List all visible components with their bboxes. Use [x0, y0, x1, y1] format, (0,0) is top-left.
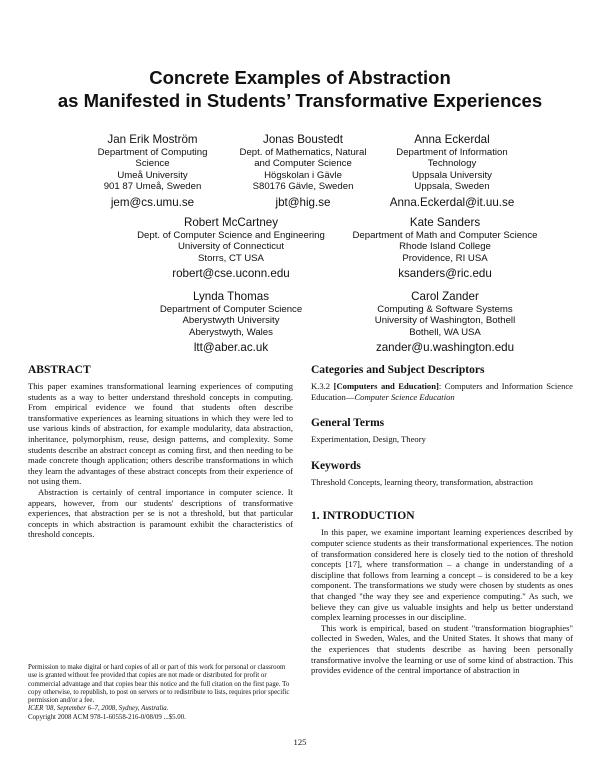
introduction-paragraph: In this paper, we examine important learning experiences described by computer science students as their transformational experiences. The notion of transformation considered here is closely tied to the notion of threshold concepts [17], where transformation – a change in understanding of a discipline that follows from learning a concept – is considered to be a key component. The transformations we study were chosen by students as ones that changed "the way they see and experience computing." As such, we believe they can give us valuable insights and help us better understand complex learning processes in our discipline. — [311, 527, 573, 623]
author-affiliation: Högskolan i Gävle — [264, 169, 342, 181]
author-affiliation: Department of Information — [396, 147, 508, 158]
categories-heading: Categories and Subject Descriptors — [311, 364, 485, 376]
author-name: Carol Zander — [411, 290, 479, 303]
title-line-1: Concrete Examples of Abstraction — [149, 67, 451, 88]
author-name: Robert McCartney — [183, 216, 279, 229]
author-block — [342, 290, 548, 355]
author-name: Jonas Boustedt — [263, 133, 343, 146]
author-email: zander@u.washington.edu — [375, 341, 515, 355]
introduction-paragraph: This work is empirical, based on student "transformation biographies" collected in Sweden, Wales, and the United States. It shows that many of the experiences that students describe as having been personally transformative involve the learning or use of some kind of abstraction. This provides evidence of the central importance of abstraction in — [311, 622, 573, 676]
author-block — [223, 133, 383, 210]
permission-text: Permission to make digital or hard copies of all or part of this work for personal or classroom use is granted without fee provided that copies are not made or distributed for profit or commercial advantage and that copies bear this notice and the full citation on the first page. To copy otherwise, to republish, to post on servers or to redistribute to lists, requires prior specific permission and/or a fee. — [28, 664, 290, 705]
author-affiliation: Computing & Software Systems — [377, 304, 513, 315]
author-block — [118, 216, 344, 281]
author-affiliation: Umeå University — [117, 169, 188, 181]
general-terms-heading: General Terms — [311, 417, 385, 430]
author-affiliation: 901 87 Umeå, Sweden — [103, 181, 202, 193]
author-affiliation: Department of Computer Science — [159, 304, 303, 315]
category-code: K.3.2 — [311, 381, 331, 391]
title-line-2: as Manifested in Students’ Transformative Experiences — [57, 90, 543, 111]
author-name: Lynda Thomas — [192, 290, 270, 303]
author-affiliation: Providence, RI USA — [402, 252, 488, 264]
categories-text — [311, 381, 573, 402]
author-email: Anna.Eckerdal@it.uu.se — [389, 195, 515, 209]
left-column — [28, 363, 293, 540]
author-block — [80, 133, 225, 210]
author-email: ksanders@ric.edu — [398, 267, 492, 281]
author-email: ltt@aber.ac.uk — [193, 341, 269, 355]
author-name: Anna Eckerdal — [414, 133, 490, 146]
category-italic: Computer Science Education — [354, 391, 455, 402]
author-email: jem@cs.umu.se — [110, 195, 195, 209]
category-bold: [Computers and Education] — [333, 381, 439, 391]
introduction-heading: 1. INTRODUCTION — [311, 510, 415, 523]
author-affiliation: Aberystwyth University — [182, 315, 280, 327]
author-affiliation: Rhode Island College — [399, 241, 491, 253]
page-number: 125 — [293, 737, 307, 747]
author-name: Kate Sanders — [409, 216, 481, 229]
author-affiliation: Science — [135, 158, 170, 170]
author-affiliation: Uppsala University — [412, 169, 492, 181]
abstract-paragraph: This paper examines transformational learning experiences of computing students as a way to better understand threshold concepts in computing. From empirical evidence we found that students often describe transformative experiences as learning situations in which they were led to use various kinds of abstraction, for example modularity, data abstraction, inheritance, polymorphism, reuse, design patterns, and complexity. Some students describe an abstract concept as coming first, and then needing to be made concrete though application; others describe transformations in which they learn the advantages of these abstract concepts from their experience of not using them. — [28, 381, 293, 487]
author-affiliation: Storrs, CT USA — [198, 252, 264, 264]
paper-title — [0, 66, 600, 112]
author-affiliation: Aberystwyth, Wales — [189, 326, 273, 338]
author-affiliation: University of Connecticut — [177, 241, 285, 253]
abstract-paragraph: Abstraction is certainly of central importance in computer science. It appears, however, from our students' descriptions of transformative experiences, that abstraction per se is not a threshold, but that particular concepts in which abstraction is paramount exhibit the characteristics of threshold concepts. — [28, 486, 293, 540]
abstract-heading: ABSTRACT — [28, 364, 91, 376]
author-email: robert@cse.uconn.edu — [172, 267, 290, 281]
author-name: Jan Erik Moström — [107, 133, 198, 146]
author-affiliation: S80176 Gävle, Sweden — [252, 181, 354, 193]
author-affiliation: Dept. of Computer Science and Engineering — [137, 230, 325, 241]
author-affiliation: Department of Computing — [97, 147, 208, 158]
author-affiliation: Uppsala, Sweden — [414, 181, 490, 193]
author-email: jbt@hig.se — [275, 195, 331, 209]
author-block — [128, 290, 334, 355]
author-affiliation: Bothell, WA USA — [409, 326, 481, 338]
author-block — [332, 216, 558, 281]
copyright-line: Copyright 2008 ACM 978-1-60558-216-0/08/09 ...$5.00. — [28, 713, 186, 721]
keywords-text: Threshold Concepts, learning theory, transformation, abstraction — [311, 476, 533, 487]
general-terms-text: Experimentation, Design, Theory — [311, 434, 426, 445]
right-column — [311, 363, 573, 676]
author-affiliation: Technology — [427, 158, 477, 170]
author-affiliation: and Computer Science — [254, 158, 352, 170]
author-block — [376, 133, 528, 210]
conference-info: ICER '08, September 6–7, 2008, Sydney, Australia. — [28, 705, 169, 713]
author-affiliation: Department of Math and Computer Science — [352, 230, 538, 241]
category-rest: : Computers and Information Science Education— — [311, 381, 573, 402]
author-affiliation: University of Washington, Bothell — [374, 315, 516, 327]
author-affiliation: Dept. of Mathematics, Natural — [239, 147, 367, 158]
permission-notice — [28, 664, 293, 722]
keywords-heading: Keywords — [311, 459, 361, 472]
